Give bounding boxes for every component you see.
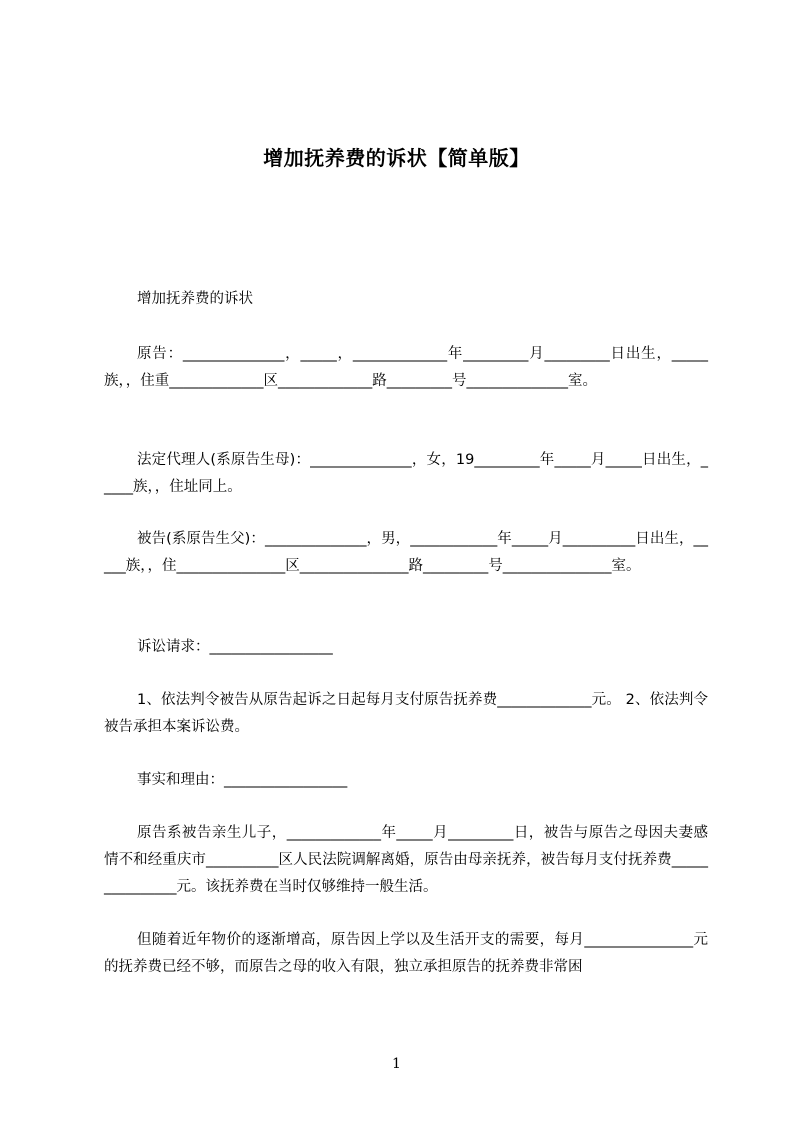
- claims-heading-paragraph: 诉讼请求：_________________: [137, 639, 333, 655]
- heading-paragraph: 增加抚养费的诉状: [137, 291, 253, 307]
- defendant-paragraph: 被告(系原告生父)：______________，男，____________年_____月__________日出生，_____族，，住_______________区_______________路_________号_______________室。: [104, 531, 708, 574]
- plaintiff-paragraph: 原告：______________，_____，_____________年_________月_________日出生，_____族，，住重_____________区_____________路_________号______________室。: [104, 346, 708, 389]
- legal-representative-paragraph: 法定代理人(系原告生母)：______________，女，19_________年_____月_____日出生，_____族，，住址同上。: [104, 452, 708, 495]
- facts-paragraph: 原告系被告亲生儿子，_____________年_____月_________日，被告与原告之母因夫妻感情不和经重庆市__________区人民法院调解离婚，原告由母亲抚养，被告每月支付抚养费_______________元。该抚养费在当时仅够维持一般生活。: [104, 825, 708, 895]
- reason-paragraph: 但随着近年物价的逐渐增高，原告因上学以及生活开支的需要，每月_______________元的抚养费已经不够，而原告之母的收入有限，独立承担原告的抚养费非常困: [104, 932, 708, 975]
- page-title: 增加抚养费的诉状【简单版】: [263, 146, 530, 170]
- page-number: 1: [392, 1056, 401, 1072]
- claims-paragraph: 1、依法判令被告从原告起诉之日起每月支付原告抚养费_____________元。 2、依法判令被告承担本案诉讼费。: [104, 692, 708, 735]
- facts-heading-paragraph: 事实和理由：_________________: [137, 772, 348, 788]
